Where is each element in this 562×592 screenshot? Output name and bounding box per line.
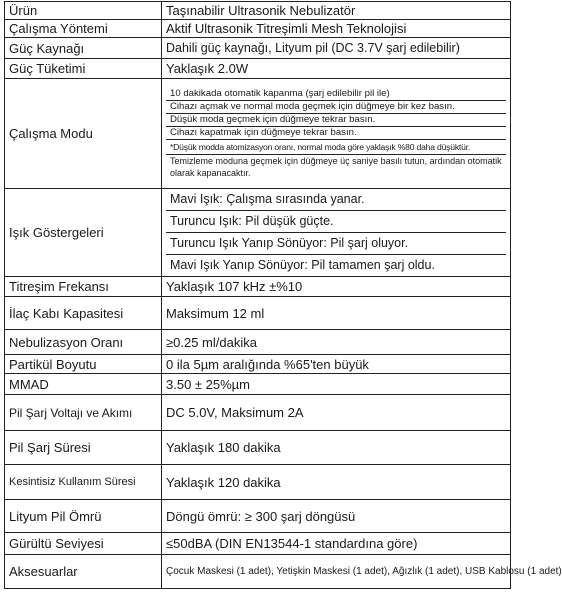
- table-row: [5, 277, 511, 297]
- table-row: [5, 533, 511, 555]
- spec-value: DC 5.0V, Maksimum 2A: [162, 395, 511, 431]
- table-row: [5, 297, 511, 330]
- spec-value: 3.50 ± 25%µm: [162, 374, 511, 395]
- mode-line: Düşük moda geçmek için düğmeye tekrar basın.: [166, 113, 506, 126]
- table-row: [5, 2, 511, 20]
- mode-cell: [162, 79, 511, 189]
- table-row: [5, 189, 511, 277]
- spec-key: Güç Kaynağı: [5, 38, 162, 59]
- spec-key: Gürültü Seviyesi: [5, 533, 162, 555]
- spec-value: Yaklaşık 180 dakika: [162, 431, 511, 465]
- table-row: [5, 20, 511, 38]
- table-row: [5, 500, 511, 533]
- spec-value: Taşınabilir Ultrasonik Nebulizatör: [162, 2, 511, 20]
- spec-sheet: [4, 1, 562, 590]
- spec-key: Pil Şarj Süresi: [5, 431, 162, 465]
- light-line: Mavi Işık Yanıp Sönüyor: Pil tamamen şarj oldu.: [166, 254, 506, 276]
- table-row: [5, 79, 511, 189]
- spec-value: ≥0.25 ml/dakika: [162, 330, 511, 355]
- spec-key: MMAD: [5, 374, 162, 395]
- spec-key: Kesintisiz Kullanım Süresi: [5, 465, 162, 500]
- light-line: Turuncu Işık: Pil düşük güçte.: [166, 210, 506, 232]
- light-line: Turuncu Işık Yanıp Sönüyor: Pil şarj oluyor.: [166, 232, 506, 254]
- table-row: [5, 555, 511, 589]
- spec-value: Dahili güç kaynağı, Lityum pil (DC 3.7V şarj edilebilir): [162, 38, 511, 59]
- spec-value: 0 ila 5µm aralığında %65'ten büyük: [162, 355, 511, 374]
- table-row: [5, 38, 511, 59]
- spec-key: Çalışma Modu: [5, 79, 162, 189]
- spec-key: Nebulizasyon Oranı: [5, 330, 162, 355]
- table-row: [5, 465, 511, 500]
- spec-value: Döngü ömrü: ≥ 300 şarj döngüsü: [162, 500, 511, 533]
- table-row: [5, 395, 511, 431]
- spec-key: Işık Göstergeleri: [5, 189, 162, 277]
- spec-key: Titreşim Frekansı: [5, 277, 162, 297]
- lights-cell: [162, 189, 511, 277]
- spec-value: ≤50dBA (DIN EN13544-1 standardına göre): [162, 533, 511, 555]
- spec-value: Yaklaşık 120 dakika: [162, 465, 511, 500]
- spec-key: Güç Tüketimi: [5, 59, 162, 79]
- spec-value: Çocuk Maskesi (1 adet), Yetişkin Maskesi (1 adet), Ağızlık (1 adet), USB Kablosu (1 adet): [162, 555, 511, 589]
- spec-key: Çalışma Yöntemi: [5, 20, 162, 38]
- spec-key: Aksesuarlar: [5, 555, 162, 589]
- light-line: Mavi Işık: Çalışma sırasında yanar.: [170, 192, 365, 206]
- mode-line: Temizleme moduna geçmek için düğmeye üç saniye basılı tutun, ardından otomatik olarak kapanacaktır.: [166, 154, 506, 179]
- mode-line: Cihazı kapatmak için düğmeye tekrar basın.: [166, 126, 506, 139]
- spec-value: Aktif Ultrasonik Titreşimli Mesh Teknolojisi: [162, 20, 511, 38]
- table-row: [5, 431, 511, 465]
- spec-key: Partikül Boyutu: [5, 355, 162, 374]
- spec-key: Lityum Pil Ömrü: [5, 500, 162, 533]
- mode-line: *Düşük modda atomizasyon oranı, normal moda göre yaklaşık %80 daha düşüktür.: [166, 139, 506, 154]
- mode-line: 10 dakikada otomatik kapanma (şarj edilebilir pil ile): [170, 88, 390, 99]
- spec-value: Yaklaşık 107 kHz ±%10: [162, 277, 511, 297]
- mode-line: Cihazı açmak ve normal moda geçmek için düğmeye bir kez basın.: [166, 100, 506, 113]
- spec-value: Maksimum 12 ml: [162, 297, 511, 330]
- spec-key: Ürün: [5, 2, 162, 20]
- table-row: [5, 374, 511, 395]
- table-row: [5, 59, 511, 79]
- spec-table: [4, 1, 562, 589]
- table-row: [5, 330, 511, 355]
- spec-key: Pil Şarj Voltajı ve Akımı: [5, 395, 162, 431]
- spec-value: Yaklaşık 2.0W: [162, 59, 511, 79]
- table-row: [5, 355, 511, 374]
- spec-key: İlaç Kabı Kapasitesi: [5, 297, 162, 330]
